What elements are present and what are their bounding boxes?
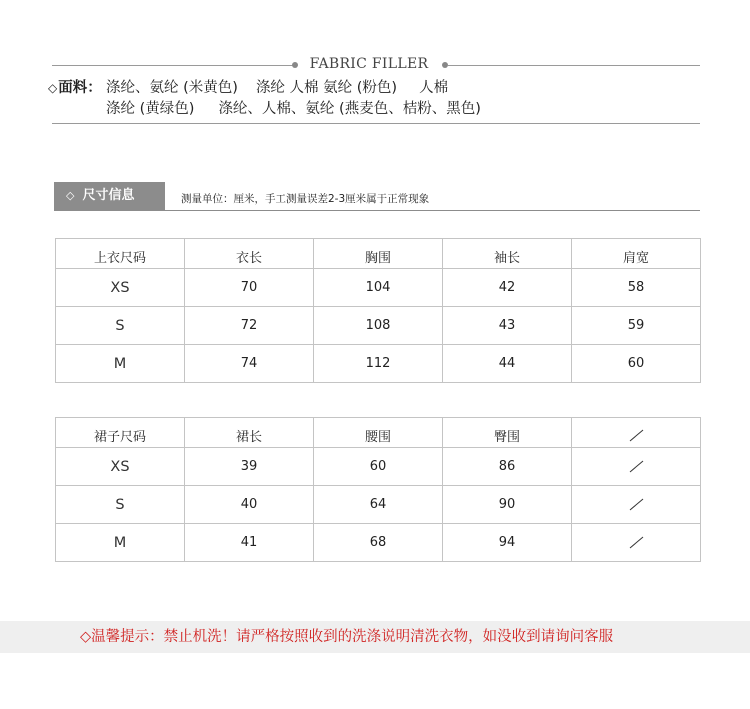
size-info-label: 尺寸信息 — [82, 188, 135, 203]
size-cell: S — [56, 486, 185, 524]
empty-cell — [572, 486, 701, 524]
table-header-row — [56, 418, 701, 448]
slash-icon — [629, 430, 643, 442]
fabric-composition — [48, 78, 700, 120]
warm-tip-text: ◇温馨提示：禁止机洗！请严格按照收到的洗涤说明清洗衣物，如没收到请询问客服 — [80, 629, 614, 645]
table-row — [56, 448, 701, 486]
slash-icon — [629, 499, 643, 511]
fabric-item: 涤纶 (黄绿色) — [106, 101, 195, 117]
diamond-icon: ◇ — [66, 189, 75, 202]
warm-tip-banner — [0, 621, 750, 653]
header-cell: 上衣尺码 — [56, 239, 185, 269]
fabric-line-1 — [48, 78, 700, 99]
fabric-line-2 — [48, 99, 700, 120]
table-cell: 59 — [572, 307, 701, 345]
table-row — [56, 307, 701, 345]
fabric-divider — [52, 123, 700, 124]
table-cell: 90 — [443, 486, 572, 524]
table-cell: 64 — [314, 486, 443, 524]
slash-icon — [629, 461, 643, 473]
fabric-label: 面料： — [58, 80, 102, 96]
table-cell: 41 — [185, 524, 314, 562]
table-cell: 70 — [185, 269, 314, 307]
dot-icon — [292, 62, 298, 68]
empty-cell — [572, 524, 701, 562]
table-cell: 43 — [443, 307, 572, 345]
table-cell: 112 — [314, 345, 443, 383]
table-cell: 60 — [572, 345, 701, 383]
table-row — [56, 524, 701, 562]
empty-cell — [572, 448, 701, 486]
table-cell: 94 — [443, 524, 572, 562]
table-cell: 58 — [572, 269, 701, 307]
table-row — [56, 486, 701, 524]
header-cell: 裙长 — [185, 418, 314, 448]
header-cell: 衣长 — [185, 239, 314, 269]
slash-icon — [629, 537, 643, 549]
table-cell: 40 — [185, 486, 314, 524]
size-info-tab — [54, 182, 165, 210]
fabric-item: 涤纶 人棉 氨纶 (粉色) — [255, 80, 398, 96]
header-cell: 肩宽 — [572, 239, 701, 269]
header-cell: 裙子尺码 — [56, 418, 185, 448]
table-cell: 86 — [443, 448, 572, 486]
measurement-note: 测量单位：厘米，手工测量误差2-3厘米属于正常现象 — [181, 193, 430, 205]
table-row — [56, 345, 701, 383]
fabric-item: 涤纶、人棉、氨纶 (燕麦色、桔粉、黑色) — [218, 101, 481, 117]
fabric-label-wrap — [48, 78, 106, 99]
header-cell: 腰围 — [314, 418, 443, 448]
fabric-filler-header — [52, 55, 700, 75]
size-cell: XS — [56, 448, 185, 486]
header-cell: 臀围 — [443, 418, 572, 448]
top-size-table — [55, 238, 701, 383]
header-divider-right — [448, 65, 700, 66]
table-cell: 104 — [314, 269, 443, 307]
table-cell: 68 — [314, 524, 443, 562]
empty-header-cell — [572, 418, 701, 448]
fabric-item: 涤纶、氨纶 (米黄色) — [106, 80, 238, 96]
table-row — [56, 269, 701, 307]
size-cell: S — [56, 307, 185, 345]
table-cell: 72 — [185, 307, 314, 345]
table-cell: 39 — [185, 448, 314, 486]
fabric-item: 人棉 — [419, 80, 449, 96]
size-info-divider — [54, 210, 700, 211]
header-cell: 胸围 — [314, 239, 443, 269]
size-cell: M — [56, 524, 185, 562]
diamond-icon: ◇ — [48, 81, 58, 95]
table-cell: 108 — [314, 307, 443, 345]
header-cell: 袖长 — [443, 239, 572, 269]
table-cell: 44 — [443, 345, 572, 383]
size-cell: M — [56, 345, 185, 383]
fabric-filler-title: FABRIC FILLER — [309, 56, 429, 72]
skirt-size-table — [55, 417, 701, 562]
table-cell: 42 — [443, 269, 572, 307]
header-divider-left — [52, 65, 295, 66]
table-cell: 60 — [314, 448, 443, 486]
table-header-row — [56, 239, 701, 269]
size-cell: XS — [56, 269, 185, 307]
table-cell: 74 — [185, 345, 314, 383]
